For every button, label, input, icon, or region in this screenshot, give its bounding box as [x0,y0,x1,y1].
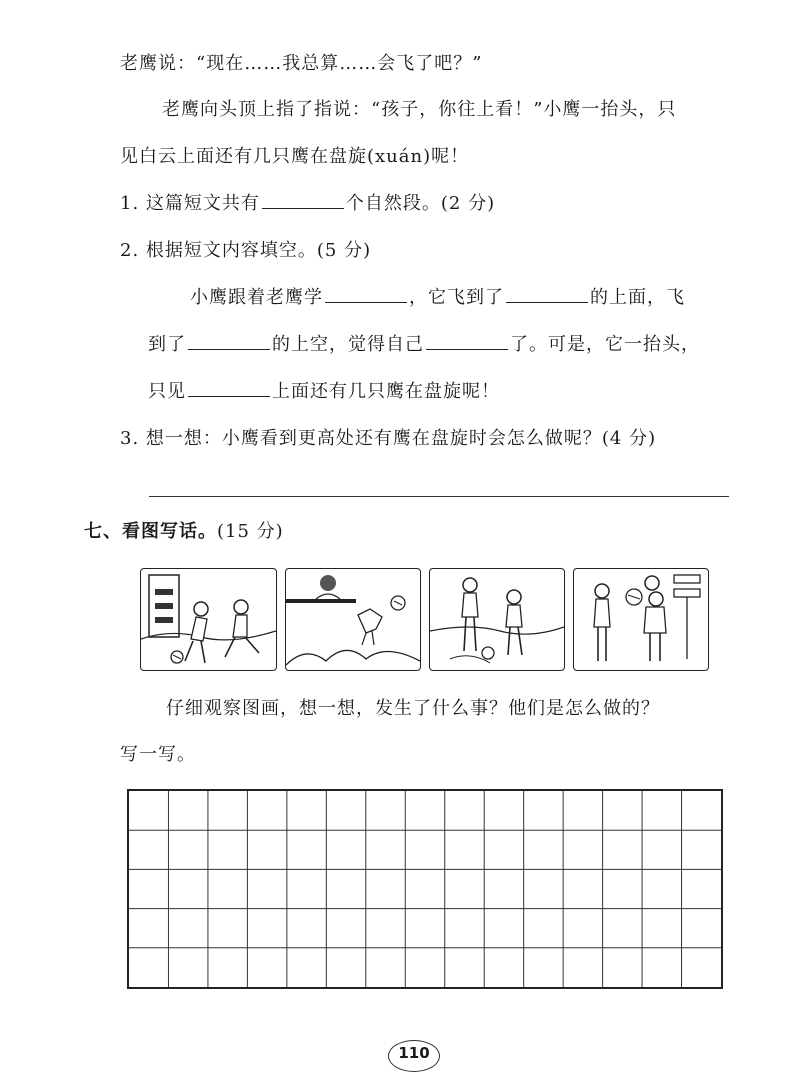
writing-prompt-2: 写一写。 [120,744,196,765]
kids-apologizing-illustration [574,569,708,670]
fill-text: ，它飞到了 [409,287,504,308]
question-2-line-2 [148,331,700,359]
story-line-2: 老鹰向头顶上指了指说：“孩子，你往上看！”小鹰一抬头，只 [162,99,677,120]
question-2-title: 2. 根据短文内容填空。(5 分) [120,240,372,261]
writing-grid[interactable] [127,789,723,989]
fill-text: 只见 [148,381,186,402]
picture-panel-1 [140,568,277,671]
answer-blank[interactable] [188,378,270,397]
fill-text: 到了 [148,334,186,355]
answer-blank[interactable] [325,284,407,303]
kids-playing-soccer-illustration [141,569,276,670]
answer-blank[interactable] [506,284,588,303]
writing-prompt: 仔细观察图画，想一想，发生了什么事？他们是怎么做的？ [166,698,660,719]
kids-arguing-illustration [430,569,564,670]
section-7-title: 七、看图写话。 [84,521,217,542]
answer-blank[interactable] [262,190,344,209]
fill-text: 小鹰跟着老鹰学 [190,287,323,308]
question-3-title: 3. 想一想：小鹰看到更高处还有鹰在盘旋时会怎么做呢？(4 分) [120,428,657,449]
answer-line[interactable] [149,496,729,497]
page-number: 110 [388,1040,440,1072]
question-1 [120,190,495,218]
answer-blank[interactable] [426,331,508,350]
story-line-1: 老鹰说：“现在……我总算……会飞了吧？” [120,53,483,74]
ball-hits-window-illustration [286,569,420,670]
fill-text: 了。可是，它一抬头， [510,334,700,355]
picture-panel-2 [285,568,421,671]
question-2-line-3 [148,378,500,406]
picture-panel-3 [429,568,565,671]
question-2-line-1 [190,284,685,312]
section-7-heading [84,518,284,546]
picture-panel-4 [573,568,709,671]
grid-lines [129,791,721,987]
story-line-3: 见白云上面还有几只鹰在盘旋(xuán)呢！ [120,146,470,167]
section-7-score: (15 分) [217,521,284,542]
answer-blank[interactable] [188,331,270,350]
question-1-text-end: 个自然段。(2 分) [345,193,496,214]
question-1-text: 1. 这篇短文共有 [120,193,260,214]
fill-text: 上面还有几只鹰在盘旋呢！ [272,381,500,402]
fill-text: 的上面，飞 [590,287,685,308]
fill-text: 的上空，觉得自己 [272,334,424,355]
